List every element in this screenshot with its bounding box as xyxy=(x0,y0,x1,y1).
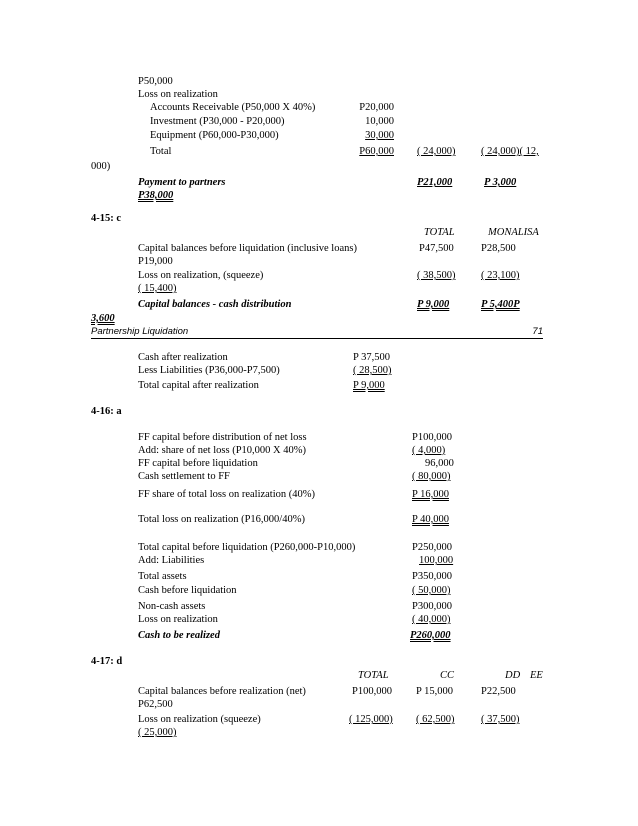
capital-balances-cc: P 15,000 xyxy=(416,686,453,697)
row-label: Total loss on realization (P16,000/40%) xyxy=(138,514,305,525)
problem-heading: 4-15: c xyxy=(91,213,122,224)
row-value: P250,000 xyxy=(412,542,452,553)
ar-value: P20,000 xyxy=(359,102,394,113)
total-label: Total xyxy=(150,146,172,157)
cash-after-label: Cash after realization xyxy=(138,352,228,363)
loss-label: Loss on realization (squeeze) xyxy=(138,714,261,725)
capital-balances-wrapped: P19,000 xyxy=(138,256,173,267)
capital-balances-label: Capital balances before liquidation (inclusive loans) xyxy=(138,243,357,254)
payment-col2: P21,000 xyxy=(417,177,453,188)
row-value: P100,000 xyxy=(412,432,452,443)
page-number: 71 xyxy=(532,326,543,337)
row-label: FF capital before distribution of net loss xyxy=(138,432,307,443)
capital-balances-label: Capital balances before realization (net) xyxy=(138,686,306,697)
text-line: P50,000 xyxy=(138,76,173,87)
investment-label: Investment (P30,000 - P20,000) xyxy=(150,116,285,127)
cash-after-value: P 37,500 xyxy=(353,352,390,363)
row-value: P300,000 xyxy=(412,601,452,612)
equipment-label: Equipment (P60,000-P30,000) xyxy=(150,130,279,141)
cash-distribution-label: Capital balances - cash distribution xyxy=(138,299,292,310)
row-value: ( 50,000) xyxy=(412,585,451,596)
row-value: ( 80,000) xyxy=(412,471,451,482)
row-label: Cash settlement to FF xyxy=(138,471,230,482)
total-col3: ( 24,000)( 12, xyxy=(481,146,539,157)
row-label: Total assets xyxy=(138,571,187,582)
capital-balances-total: P100,000 xyxy=(352,686,392,697)
total-col2: ( 24,000) xyxy=(417,146,456,157)
row-label: FF capital before liquidation xyxy=(138,458,258,469)
column-header-cc: CC xyxy=(440,670,455,681)
loss-dd: ( 37,500) xyxy=(481,714,520,725)
liabilities-value: ( 28,500) xyxy=(353,365,392,376)
row-label: Cash to be realized xyxy=(138,630,220,641)
column-header-ee: EE xyxy=(530,670,543,681)
loss-total: ( 125,000) xyxy=(349,714,393,725)
payment-col3: P 3,000 xyxy=(484,177,517,188)
loss-monalisa: ( 23,100) xyxy=(481,270,520,281)
total-capital-label: Total capital after realization xyxy=(138,380,259,391)
problem-heading: 4-16: a xyxy=(91,406,122,417)
row-label: Add: share of net loss (P10,000 X 40%) xyxy=(138,445,306,456)
capital-balances-monalisa: P28,500 xyxy=(481,243,516,254)
total-value: P60,000 xyxy=(359,146,394,157)
cash-distribution-monalisa: P 5,400P xyxy=(481,299,520,310)
equipment-value: 30,000 xyxy=(365,130,394,141)
column-header-total: TOTAL xyxy=(424,227,455,238)
wrapped-value: 000) xyxy=(91,161,111,172)
cash-distribution-total: P 9,000 xyxy=(417,299,450,310)
page-footer xyxy=(91,326,543,339)
column-header-dd: DD xyxy=(505,670,521,681)
row-value: P260,000 xyxy=(410,630,451,641)
liabilities-label: Less Liabilities (P36,000-P7,500) xyxy=(138,365,280,376)
cash-distribution-wrapped: 3,600 xyxy=(91,313,115,324)
row-value: P 16,000 xyxy=(412,489,449,500)
row-label: Total capital before liquidation (P260,000-P10,000) xyxy=(138,542,356,553)
row-value: ( 4,000) xyxy=(412,445,446,456)
payment-label: Payment to partners xyxy=(138,177,226,188)
capital-balances-dd: P22,500 xyxy=(481,686,516,697)
loss-cc: ( 62,500) xyxy=(416,714,455,725)
row-label: Add: Liabilities xyxy=(138,555,205,566)
text-line: Loss on realization xyxy=(138,89,218,100)
loss-total: ( 38,500) xyxy=(417,270,456,281)
problem-heading: 4-17: d xyxy=(91,656,123,667)
row-value: ( 40,000) xyxy=(412,614,451,625)
total-capital-value: P 9,000 xyxy=(353,380,385,391)
row-value: 96,000 xyxy=(425,458,454,469)
row-label: Non-cash assets xyxy=(138,601,206,612)
column-header-monalisa: MONALISA xyxy=(488,227,539,238)
investment-value: 10,000 xyxy=(365,116,394,127)
loss-wrapped: ( 15,400) xyxy=(138,283,177,294)
column-header-total: TOTAL xyxy=(358,670,389,681)
row-label: FF share of total loss on realization (40%) xyxy=(138,489,316,500)
capital-balances-total: P47,500 xyxy=(419,243,454,254)
ar-label: Accounts Receivable (P50,000 X 40%) xyxy=(150,102,316,113)
payment-wrapped: P38,000 xyxy=(138,190,174,201)
row-label: Loss on realization xyxy=(138,614,218,625)
loss-label: Loss on realization, (squeeze) xyxy=(138,270,264,281)
row-value: P350,000 xyxy=(412,571,452,582)
loss-wrapped: ( 25,000) xyxy=(138,727,177,738)
row-value: 100,000 xyxy=(419,555,454,566)
row-label: Cash before liquidation xyxy=(138,585,237,596)
footer-title: Partnership Liquidation xyxy=(91,326,189,337)
row-value: P 40,000 xyxy=(412,514,449,525)
capital-balances-wrapped: P62,500 xyxy=(138,699,173,710)
